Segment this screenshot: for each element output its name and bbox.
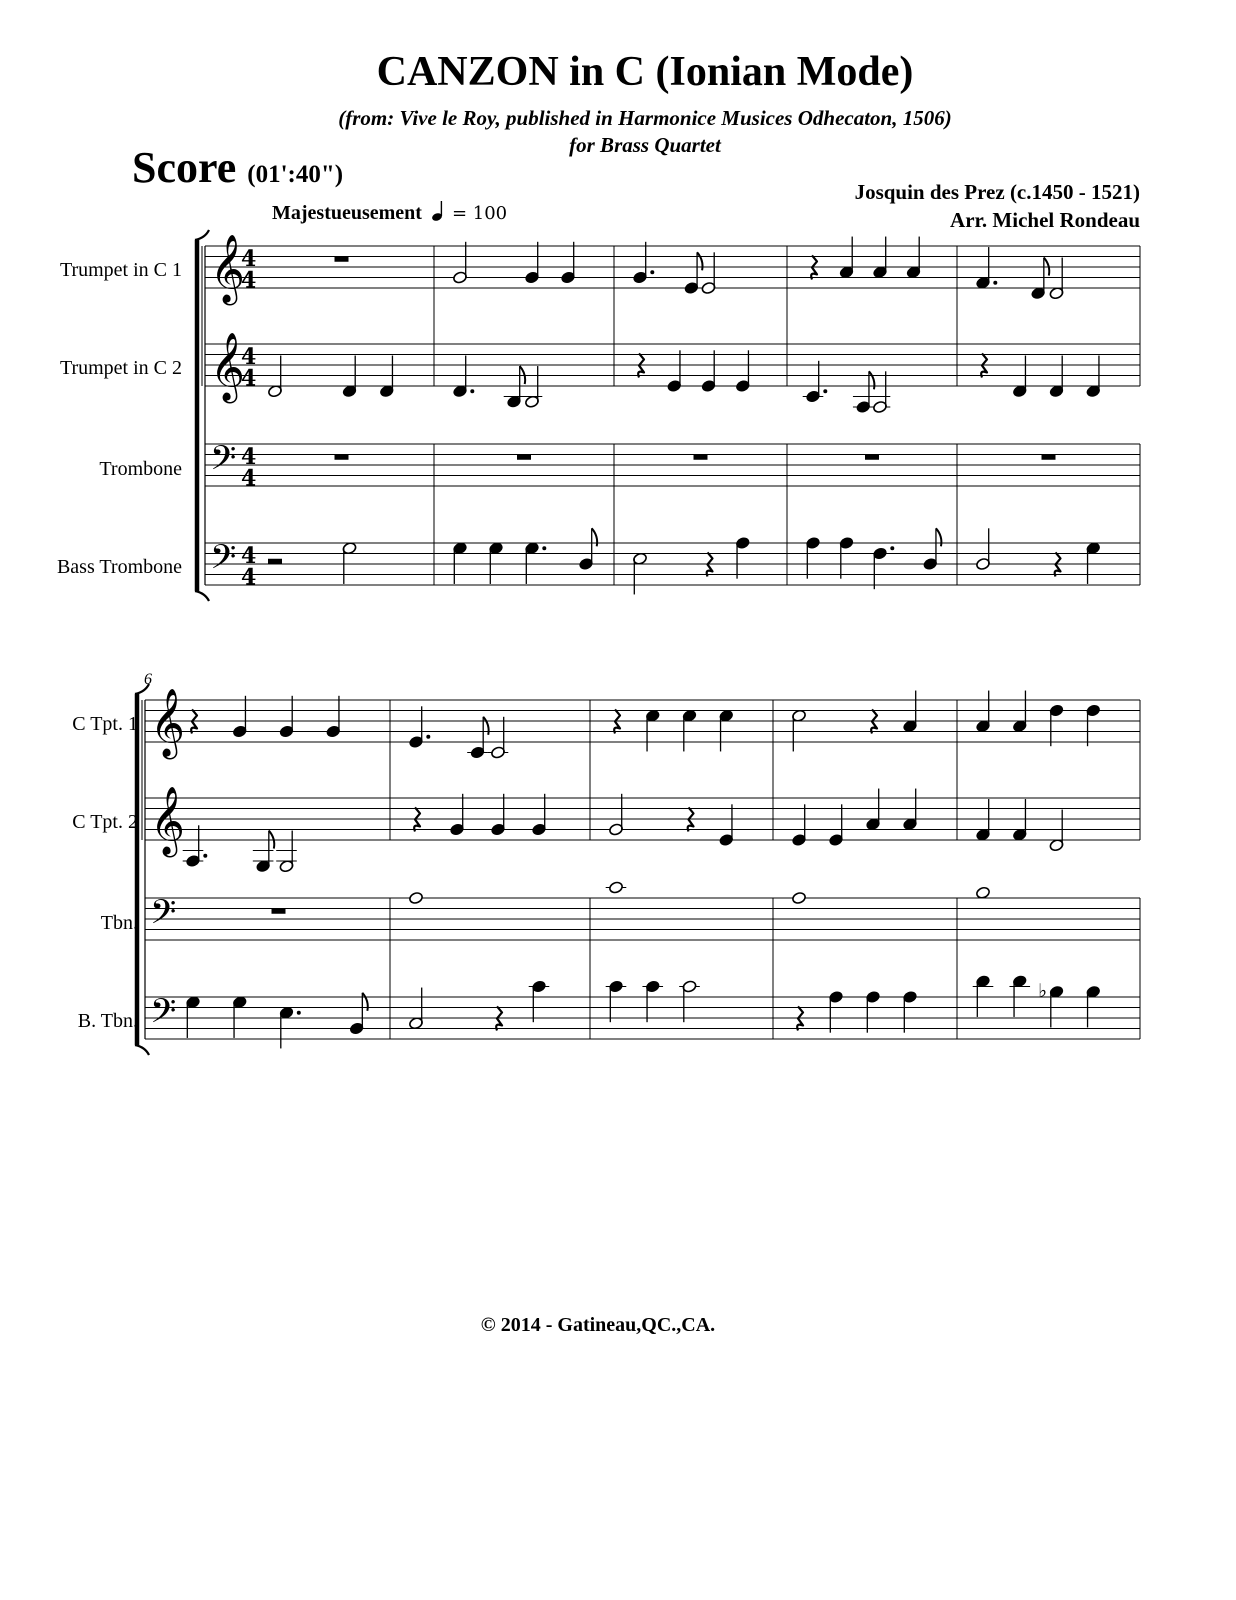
score-subtitle: (from: Vive le Roy, published in Harmonice Musices Odhecaton, 1506)	[338, 106, 952, 130]
whole-rest	[335, 455, 349, 460]
notehead	[608, 881, 623, 894]
bracket-bottom-hook	[195, 591, 209, 601]
augmentation-dot	[823, 389, 827, 393]
whole-rest	[335, 257, 349, 262]
time-signature-numerator: 4	[241, 245, 257, 272]
time-signature-denominator: 4	[241, 365, 257, 392]
treble-clef-icon: 𝄞	[210, 233, 245, 303]
bass-clef-icon: 𝄢	[150, 892, 177, 941]
note-flag	[936, 528, 941, 546]
whole-rest	[272, 909, 286, 914]
note-flag	[869, 371, 874, 389]
time-signature-numerator: 4	[241, 542, 257, 569]
note-flag	[592, 528, 597, 546]
time-signature-numerator: 4	[241, 443, 257, 470]
tempo-value: = 100	[451, 203, 508, 224]
whole-rest	[517, 455, 531, 460]
tempo-text: Majestueusement	[272, 202, 422, 224]
bass-clef-icon: 𝄢	[210, 438, 237, 487]
note-flag	[697, 252, 702, 270]
instrument-label-bass-trombone: Bass Trombone	[56, 556, 182, 578]
arranger: Arr. Michel Rondeau	[950, 208, 1140, 232]
bass-clef-icon: 𝄢	[210, 537, 237, 586]
time-signature-denominator: 4	[241, 564, 257, 591]
treble-clef-icon: 𝄞	[210, 331, 245, 401]
augmentation-dot	[542, 546, 546, 550]
score-duration: (01':40")	[247, 161, 344, 188]
whole-rest	[1042, 455, 1056, 460]
instrument-label-trumpet-2: Trumpet in C 2	[59, 357, 182, 379]
half-rest	[268, 559, 282, 564]
augmentation-dot	[426, 735, 430, 739]
whole-rest	[865, 455, 879, 460]
augmentation-dot	[650, 270, 654, 274]
bracket-bottom-hook	[135, 1045, 149, 1055]
score-label: Score	[132, 143, 237, 192]
augmentation-dot	[890, 546, 894, 550]
instrument-label-trumpet-2-short: C Tpt. 2	[72, 811, 138, 833]
treble-clef-icon: 𝄞	[150, 785, 185, 855]
instrument-label-trumpet-1-short: C Tpt. 1	[72, 713, 138, 735]
time-signature-denominator: 4	[241, 465, 257, 492]
instrumentation-line: for Brass Quartet	[569, 133, 721, 157]
notehead	[408, 891, 423, 904]
measure-number: 6	[144, 671, 152, 688]
augmentation-dot	[993, 281, 997, 285]
treble-clef-icon: 𝄞	[150, 687, 185, 757]
note-flag	[362, 993, 367, 1011]
augmentation-dot	[297, 1011, 301, 1015]
instrument-label-trombone: Trombone	[99, 458, 182, 480]
instrument-label-bass-trombone-short: B. Tbn.	[77, 1010, 138, 1032]
augmentation-dot	[203, 854, 207, 858]
flat-sign: ♭	[1038, 979, 1048, 1002]
time-signature-denominator: 4	[241, 267, 257, 294]
note-flag	[483, 717, 488, 735]
augmentation-dot	[470, 389, 474, 393]
notehead	[791, 891, 806, 904]
instrument-label-trombone-short: Tbn.	[100, 912, 138, 934]
instrument-label-trumpet-1: Trumpet in C 1	[59, 259, 182, 281]
composer: Josquin des Prez (c.1450 - 1521)	[854, 180, 1140, 204]
bass-clef-icon: 𝄢	[150, 991, 177, 1040]
notehead	[975, 886, 990, 899]
time-signature-numerator: 4	[241, 343, 257, 370]
copyright-footer: © 2014 - Gatineau,QC.,CA.	[480, 1314, 716, 1336]
whole-rest	[694, 455, 708, 460]
bracket-top-hook	[195, 230, 209, 240]
score-title: CANZON in C (Ionian Mode)	[376, 49, 914, 95]
